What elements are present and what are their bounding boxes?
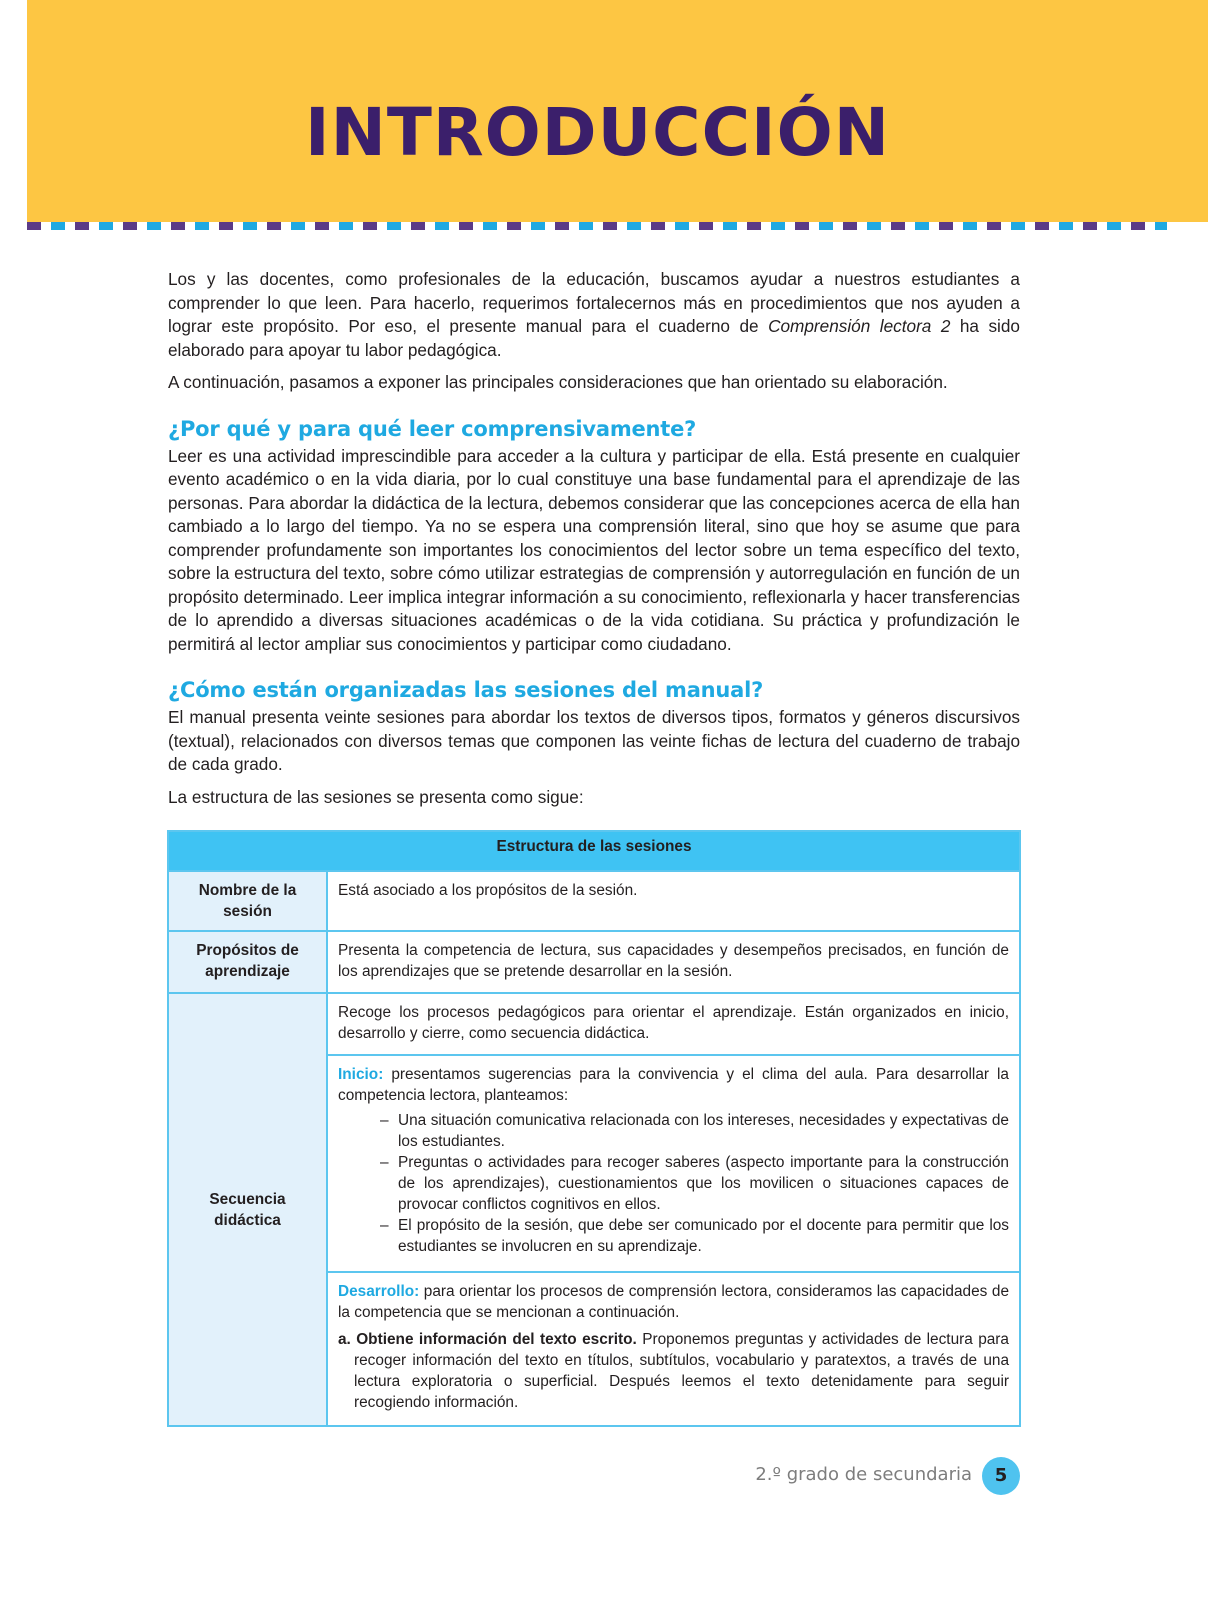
- table-row: [168, 993, 1020, 1055]
- table-row: [168, 931, 1020, 993]
- intro-paragraph-1: Los y las docentes, como profesionales de la educación, buscamos ayudar a nuestros estudiantes a comprender lo que leen. Para hacerlo, requerimos fortalecernos más en procedimientos que nos ayuden a lograr este propósito. Por eso, el presente manual para el cuaderno de Comprensión lectora 2 ha sido elaborado para apoyar tu labor pedagógica.: [168, 269, 1020, 360]
- row-label-sequence: Secuencia didáctica: [168, 993, 327, 1426]
- list-item: – Preguntas o actividades para recoger saberes (aspecto importante para la construcción de los aprendizajes), cuestionamientos que los movilicen o situaciones capaces de provocar conflictos cognitivos en ellos.: [398, 1152, 1009, 1215]
- section-sessions-lead: La estructura de las sesiones se presenta como sigue:: [168, 786, 584, 807]
- row-label-session-name: Nombre de la sesión: [168, 871, 327, 931]
- obtiene-paragraph: a. Obtiene información del texto escrito. Proponemos preguntas y actividades de lectura para recoger información del texto en títulos, subtítulos, vocabulario y paratextos, a través de una lectura exploratoria o superficial. Después leemos el texto detenidamente para seguir recogiendo información.: [338, 1331, 1009, 1411]
- page-title: INTRODUCCIÓN: [305, 94, 890, 171]
- inicio-list: [338, 1110, 1009, 1257]
- inicio-label: Inicio:: [338, 1066, 384, 1083]
- desarrollo-label: Desarrollo:: [338, 1283, 420, 1300]
- page-number-badge: 5: [982, 1457, 1020, 1495]
- header-banner: [27, 0, 1208, 222]
- row-text-inicio: [327, 1055, 1020, 1272]
- main-content: [168, 268, 1020, 818]
- obtiene-label: a. Obtiene información del texto escrito.: [338, 1331, 637, 1348]
- section-heading-sessions: ¿Cómo están organizadas las sesiones del manual?: [168, 678, 764, 702]
- book-title: Comprensión lectora 2: [768, 316, 951, 336]
- section-heading-why-read: ¿Por qué y para qué leer comprensivamente?: [168, 416, 697, 441]
- intro-paragraph-2: A continuación, pasamos a exponer las principales consideraciones que han orientado su elaboración.: [168, 372, 948, 392]
- row-text-sequence-intro: Recoge los procesos pedagógicos para orientar el aprendizaje. Están organizados en inicio, desarrollo y cierre, como secuencia didáctica.: [327, 993, 1020, 1055]
- section-why-read-body: Leer es una actividad imprescindible para acceder a la cultura y participar de ella. Está presente en cualquier evento académico o en la vida diaria, por lo cual constituye una base fundamental para el aprendizaje de las personas. Para abordar la didáctica de la lectura, debemos considerar que las concepciones acerca de ella han cambiado a lo largo del tiempo. Ya no se espera una comprensión literal, sino que hoy se asume que para comprender profundamente son importantes los conocimientos del lector sobre un tema específico del texto, sobre la estructura del texto, sobre cómo utilizar estrategias de comprensión y autorregulación en función de un propósito determinado. Leer implica integrar información a su conocimiento, reflexionarla y hacer transferencias de lo aprendido a diversas situaciones académicas o de la vida cotidiana. Su práctica y profundización le permitirá al lector ampliar sus conocimientos y participar como ciudadano.: [168, 445, 1020, 654]
- desarrollo-paragraph: Desarrollo: para orientar los procesos de comprensión lectora, consideramos las capacidades de la competencia que se mencionan a continuación.: [338, 1283, 1009, 1321]
- footer-grade: 2.º grado de secundaria: [755, 1464, 972, 1485]
- row-text-session-name: Está asociado a los propósitos de la sesión.: [327, 871, 1020, 931]
- table-title: Estructura de las sesiones: [168, 831, 1020, 871]
- section-sessions-body: El manual presenta veinte sesiones para abordar los textos de diversos tipos, formatos y géneros discursivos (textual), relacionados con diversos temas que componen las veinte fichas de lectura del cuaderno de trabajo de cada grado.: [168, 707, 1020, 774]
- list-item: – Una situación comunicativa relacionada con los intereses, necesidades y expectativas de los estudiantes.: [398, 1110, 1009, 1152]
- session-structure-table: [167, 830, 1021, 1427]
- inicio-paragraph: Inicio: presentamos sugerencias para la convivencia y el clima del aula. Para desarrollar la competencia lectora, planteamos:: [338, 1066, 1009, 1104]
- row-text-desarrollo: [327, 1272, 1020, 1426]
- list-item: – El propósito de la sesión, que debe ser comunicado por el docente para permitir que los estudiantes se involucren en su aprendizaje.: [398, 1215, 1009, 1257]
- dashed-divider: [27, 222, 1167, 230]
- table-row: [168, 871, 1020, 931]
- row-text-purposes: Presenta la competencia de lectura, sus capacidades y desempeños precisados, en función de los aprendizajes que se pretende desarrollar en la sesión.: [327, 931, 1020, 993]
- row-label-purposes: Propósitos de aprendizaje: [168, 931, 327, 993]
